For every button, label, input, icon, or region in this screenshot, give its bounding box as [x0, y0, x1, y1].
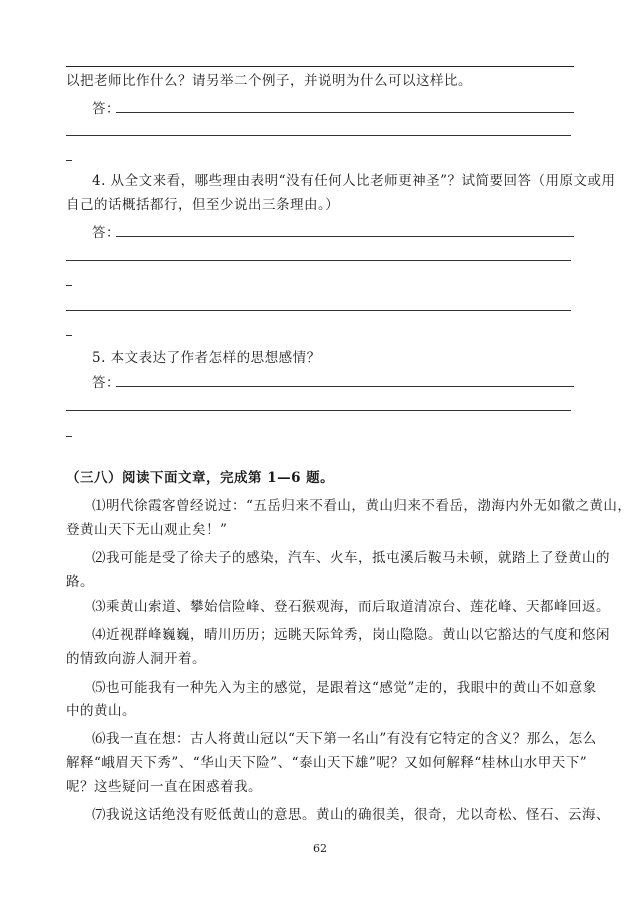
- paragraph-4-line2: 的情致向游人洞开着。: [66, 651, 206, 667]
- paragraph-2-line1: ⑵我可能是受了徐夫子的感染，汽车、火车，抵屯溪后鞍马未顿，就踏上了登黄山的: [92, 550, 610, 566]
- answer-line: [66, 310, 571, 311]
- paragraph-5-line1: ⑸也可能我有一种先入为主的感觉，是跟着这“感觉”走的，我眼中的黄山不如意象: [92, 680, 597, 696]
- answer-line-stub: [66, 436, 72, 437]
- answer-label-q5: 答：: [92, 375, 120, 391]
- paragraph-6-line2: 解释“峨眉天下秀”、“华山天下险”、“泰山天下雄”呢？又如何解释“桂林山水甲天下”: [66, 755, 588, 771]
- paragraph-1-line2: 登黄山天下无山观止矣！”: [66, 522, 228, 538]
- paragraph-2-line2: 路。: [66, 574, 94, 590]
- section-heading: （三八）阅读下面文章，完成第 1—6 题。: [66, 470, 335, 486]
- paragraph-4-line1: ⑷近视群峰巍巍，晴川历历；远眺天际耸秀，岗山隐隐。黄山以它豁达的气度和悠闲: [92, 627, 610, 643]
- question-4-line2: 自己的话概括都行，但至少说出三条理由。）: [66, 197, 340, 213]
- answer-line-stub: [66, 335, 72, 336]
- answer-line: [116, 236, 574, 237]
- question-3-tail: 以把老师比作什么？请另举二个例子，并说明为什么可以这样比。: [66, 73, 472, 89]
- answer-line-stub: [66, 160, 72, 161]
- answer-line: [116, 386, 574, 387]
- answer-line-stub: [66, 285, 72, 286]
- paragraph-6-line1: ⑹我一直在想：古人将黄山冠以“天下第一名山”有没有它特定的含义？那么，怎么: [92, 731, 597, 747]
- header-rule: [66, 66, 574, 67]
- paragraph-1-line1: ⑴明代徐霞客曾经说过：“五岳归来不看山，黄山归来不看岳，渤海内外无如徽之黄山，: [92, 498, 632, 514]
- answer-line: [116, 112, 574, 113]
- paragraph-6-line3: 呢？这些疑问一直在困惑着我。: [66, 779, 262, 795]
- answer-line: [66, 410, 571, 411]
- question-5: 5. 本文表达了作者怎样的思想感情？: [92, 350, 321, 366]
- answer-line: [66, 260, 571, 261]
- page-number: 62: [313, 842, 327, 855]
- answer-line: [66, 135, 571, 136]
- paragraph-7-line1: ⑺我说这话绝没有贬低黄山的意思。黄山的确很美，很奇，尤以奇松、怪石、云海、: [92, 807, 610, 823]
- question-4-line1: 4. 从全文来看，哪些理由表明“没有任何人比老师更神圣”？试简要回答（用原文或用: [92, 173, 616, 189]
- paragraph-5-line2: 中的黄山。: [66, 703, 136, 719]
- paragraph-3: ⑶乘黄山索道、攀始信险峰、登石猴观海，而后取道清凉台、莲花峰、天都峰回返。: [92, 599, 610, 615]
- answer-label-q3: 答：: [92, 101, 120, 117]
- answer-label-q4: 答：: [92, 225, 120, 241]
